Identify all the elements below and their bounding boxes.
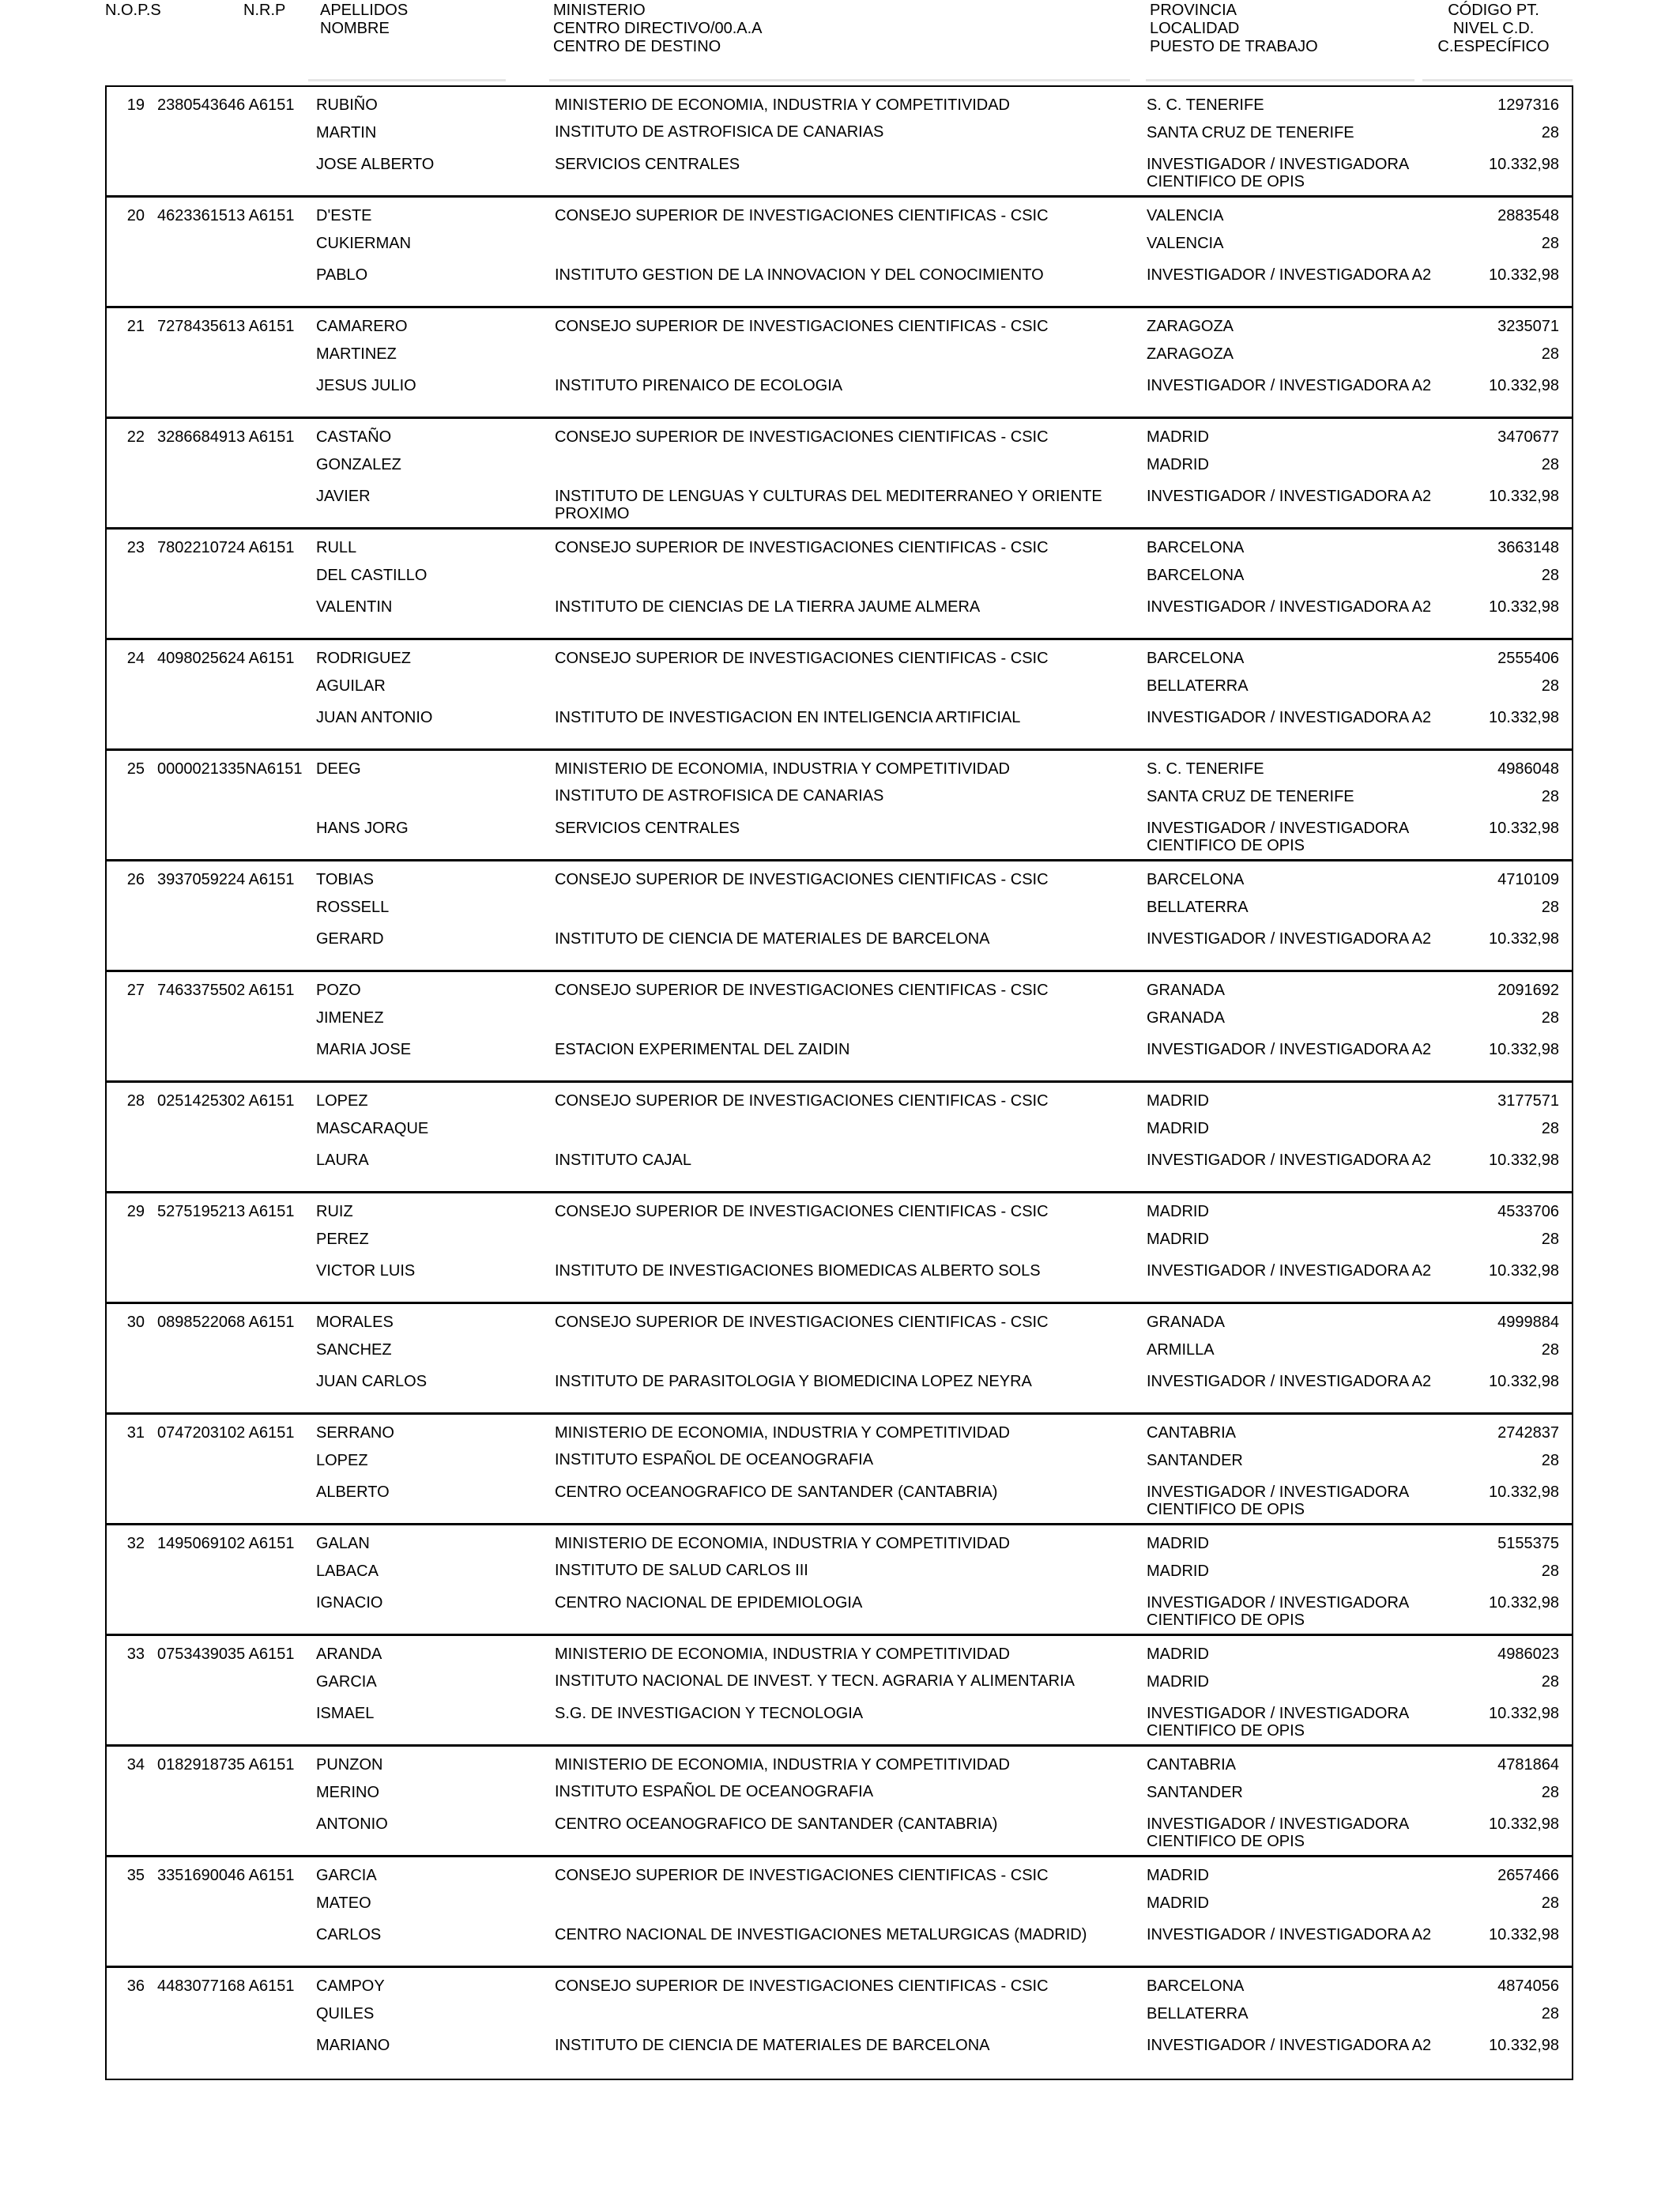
record-job-code: 3470677	[1497, 428, 1559, 446]
table-row	[107, 640, 1572, 751]
record-second-surname: JIMENEZ	[316, 1009, 384, 1027]
record-level: 28	[1541, 899, 1559, 916]
record-number: 28	[126, 1092, 145, 1110]
table-row	[107, 419, 1572, 530]
record-destination-center: INSTITUTO DE LENGUAS Y CULTURAS DEL MEDITERRANEO Y ORIENTE PROXIMO	[555, 488, 1102, 522]
record-job-code: 4710109	[1497, 871, 1559, 888]
record-number: 27	[126, 982, 145, 999]
record-nrp: 7802210724 A6151	[157, 539, 295, 556]
record-number: 25	[126, 760, 145, 778]
record-province: GRANADA	[1147, 982, 1225, 999]
record-locality: MADRID	[1147, 1120, 1209, 1137]
record-ministry: CONSEJO SUPERIOR DE INVESTIGACIONES CIENTIFICAS - CSIC	[555, 1977, 1049, 1995]
table-row	[107, 1636, 1572, 1747]
record-first-surname: MORALES	[316, 1314, 394, 1331]
table-row	[107, 972, 1572, 1083]
record-job-position: INVESTIGADOR / INVESTIGADORA CIENTIFICO DE OPIS	[1147, 820, 1409, 854]
record-number: 29	[126, 1203, 145, 1220]
record-locality: MADRID	[1147, 1673, 1209, 1691]
record-first-surname: CAMPOY	[316, 1977, 385, 1995]
record-job-position: INVESTIGADOR / INVESTIGADORA A2	[1147, 1152, 1432, 1169]
record-locality: MADRID	[1147, 1894, 1209, 1912]
record-number: 21	[126, 318, 145, 335]
record-specific-complement: 10.332,98	[1489, 1815, 1559, 1833]
record-province: ZARAGOZA	[1147, 318, 1234, 335]
header-nrp: N.R.P	[243, 2, 286, 19]
record-number: 32	[126, 1535, 145, 1552]
record-given-name: IGNACIO	[316, 1594, 383, 1612]
record-given-name: JOSE ALBERTO	[316, 156, 435, 173]
record-number: 19	[126, 96, 145, 114]
table-row	[107, 530, 1572, 640]
table-row	[107, 1857, 1572, 1968]
record-ministry: MINISTERIO DE ECONOMIA, INDUSTRIA Y COMPETITIVIDAD	[555, 96, 1010, 114]
record-nrp: 3286684913 A6151	[157, 428, 295, 446]
record-number: 20	[126, 207, 145, 224]
record-locality: SANTANDER	[1147, 1784, 1243, 1801]
header-rule-provincia	[1146, 79, 1414, 81]
record-locality: BELLATERRA	[1147, 677, 1249, 695]
record-ministry: MINISTERIO DE ECONOMIA, INDUSTRIA Y COMPETITIVIDAD	[555, 1756, 1010, 1774]
record-ministry: MINISTERIO DE ECONOMIA, INDUSTRIA Y COMPETITIVIDAD	[555, 1646, 1010, 1663]
record-given-name: JESUS JULIO	[316, 377, 416, 394]
record-given-name: CARLOS	[316, 1926, 382, 1943]
record-job-code: 4986023	[1497, 1646, 1559, 1663]
record-second-surname: LOPEZ	[316, 1452, 368, 1469]
record-first-surname: DEEG	[316, 760, 361, 778]
record-locality: MADRID	[1147, 456, 1209, 473]
record-job-position: INVESTIGADOR / INVESTIGADORA A2	[1147, 1926, 1432, 1943]
record-destination-center: CENTRO NACIONAL DE EPIDEMIOLOGIA	[555, 1594, 863, 1612]
record-number: 26	[126, 871, 145, 888]
record-second-surname: ROSSELL	[316, 899, 390, 916]
record-specific-complement: 10.332,98	[1489, 377, 1559, 394]
record-ministry: CONSEJO SUPERIOR DE INVESTIGACIONES CIENTIFICAS - CSIC	[555, 318, 1049, 335]
record-destination-center: INSTITUTO CAJAL	[555, 1152, 691, 1169]
table-row	[107, 1415, 1572, 1525]
record-locality: SANTA CRUZ DE TENERIFE	[1147, 124, 1354, 141]
record-job-code: 4874056	[1497, 1977, 1559, 1995]
record-first-surname: POZO	[316, 982, 361, 999]
record-specific-complement: 10.332,98	[1489, 1041, 1559, 1058]
record-job-code: 3235071	[1497, 318, 1559, 335]
record-level: 28	[1541, 1784, 1559, 1801]
record-second-surname: MARTIN	[316, 124, 377, 141]
record-number: 31	[126, 1424, 145, 1442]
record-given-name: MARIANO	[316, 2037, 390, 2054]
record-level: 28	[1541, 567, 1559, 584]
record-job-code: 4986048	[1497, 760, 1559, 778]
record-job-position: INVESTIGADOR / INVESTIGADORA CIENTIFICO DE OPIS	[1147, 1483, 1409, 1518]
record-province: MADRID	[1147, 1646, 1209, 1663]
record-specific-complement: 10.332,98	[1489, 2037, 1559, 2054]
record-level: 28	[1541, 456, 1559, 473]
table-row	[107, 308, 1572, 419]
record-level: 28	[1541, 677, 1559, 695]
record-second-surname: SANCHEZ	[316, 1341, 392, 1359]
record-number: 22	[126, 428, 145, 446]
record-nrp: 7278435613 A6151	[157, 318, 295, 335]
record-destination-center: INSTITUTO GESTION DE LA INNOVACION Y DEL CONOCIMIENTO	[555, 266, 1044, 284]
record-ministry: CONSEJO SUPERIOR DE INVESTIGACIONES CIENTIFICAS - CSIC	[555, 1314, 1049, 1331]
record-level: 28	[1541, 1563, 1559, 1580]
table-row	[107, 1747, 1572, 1857]
record-job-position: INVESTIGADOR / INVESTIGADORA A2	[1147, 1041, 1432, 1058]
record-specific-complement: 10.332,98	[1489, 156, 1559, 173]
record-job-code: 3663148	[1497, 539, 1559, 556]
record-ministry: CONSEJO SUPERIOR DE INVESTIGACIONES CIENTIFICAS - CSIC	[555, 871, 1049, 888]
record-ministry: CONSEJO SUPERIOR DE INVESTIGACIONES CIENTIFICAS - CSIC	[555, 539, 1049, 556]
record-job-code: 2883548	[1497, 207, 1559, 224]
record-province: MADRID	[1147, 428, 1209, 446]
record-given-name: GERARD	[316, 930, 384, 948]
record-locality: BELLATERRA	[1147, 2005, 1249, 2022]
record-second-surname: MARTINEZ	[316, 345, 397, 363]
record-province: GRANADA	[1147, 1314, 1225, 1331]
record-nrp: 1495069102 A6151	[157, 1535, 295, 1552]
record-job-position: INVESTIGADOR / INVESTIGADORA A2	[1147, 1373, 1432, 1390]
record-second-surname: QUILES	[316, 2005, 375, 2022]
record-first-surname: RULL	[316, 539, 357, 556]
record-destination-center: INSTITUTO DE INVESTIGACIONES BIOMEDICAS ALBERTO SOLS	[555, 1262, 1041, 1280]
record-first-surname: RUIZ	[316, 1203, 353, 1220]
record-province: BARCELONA	[1147, 650, 1245, 667]
record-directive-center: INSTITUTO DE ASTROFISICA DE CANARIAS	[555, 123, 884, 141]
record-job-position: INVESTIGADOR / INVESTIGADORA CIENTIFICO DE OPIS	[1147, 1594, 1409, 1629]
record-locality: SANTANDER	[1147, 1452, 1243, 1469]
record-level: 28	[1541, 1673, 1559, 1691]
record-directive-center: INSTITUTO NACIONAL DE INVEST. Y TECN. AGRARIA Y ALIMENTARIA	[555, 1672, 1075, 1690]
table-row	[107, 1304, 1572, 1415]
record-province: VALENCIA	[1147, 207, 1224, 224]
record-nrp: 4483077168 A6151	[157, 1977, 295, 1995]
record-nrp: 0182918735 A6151	[157, 1756, 295, 1774]
record-destination-center: SERVICIOS CENTRALES	[555, 820, 740, 837]
record-given-name: MARIA JOSE	[316, 1041, 412, 1058]
record-ministry: CONSEJO SUPERIOR DE INVESTIGACIONES CIENTIFICAS - CSIC	[555, 428, 1049, 446]
record-given-name: ANTONIO	[316, 1815, 388, 1833]
record-job-code: 3177571	[1497, 1092, 1559, 1110]
record-directive-center: INSTITUTO ESPAÑOL DE OCEANOGRAFIA	[555, 1783, 874, 1800]
record-destination-center: SERVICIOS CENTRALES	[555, 156, 740, 173]
record-job-position: INVESTIGADOR / INVESTIGADORA A2	[1147, 377, 1432, 394]
record-ministry: CONSEJO SUPERIOR DE INVESTIGACIONES CIENTIFICAS - CSIC	[555, 207, 1049, 224]
record-locality: ARMILLA	[1147, 1341, 1215, 1359]
header-rule-ministerio	[549, 79, 1130, 81]
header-rule-apellidos	[308, 79, 506, 81]
record-given-name: HANS JORG	[316, 820, 409, 837]
header-provincia: PROVINCIA LOCALIDAD PUESTO DE TRABAJO	[1150, 2, 1318, 55]
record-second-surname: MASCARAQUE	[316, 1120, 429, 1137]
record-job-code: 2555406	[1497, 650, 1559, 667]
table-row	[107, 87, 1572, 198]
record-nrp: 5275195213 A6151	[157, 1203, 295, 1220]
record-locality: SANTA CRUZ DE TENERIFE	[1147, 788, 1354, 805]
record-number: 36	[126, 1977, 145, 1995]
records-table	[105, 85, 1573, 2080]
record-nrp: 7463375502 A6151	[157, 982, 295, 999]
record-destination-center: CENTRO OCEANOGRAFICO DE SANTANDER (CANTABRIA)	[555, 1483, 998, 1501]
record-second-surname: AGUILAR	[316, 677, 386, 695]
record-second-surname: GONZALEZ	[316, 456, 401, 473]
record-province: BARCELONA	[1147, 871, 1245, 888]
record-locality: MADRID	[1147, 1563, 1209, 1580]
record-specific-complement: 10.332,98	[1489, 598, 1559, 616]
record-first-surname: RODRIGUEZ	[316, 650, 411, 667]
record-ministry: CONSEJO SUPERIOR DE INVESTIGACIONES CIENTIFICAS - CSIC	[555, 1092, 1049, 1110]
record-specific-complement: 10.332,98	[1489, 1373, 1559, 1390]
record-destination-center: ESTACION EXPERIMENTAL DEL ZAIDIN	[555, 1041, 850, 1058]
record-directive-center: INSTITUTO DE SALUD CARLOS III	[555, 1562, 808, 1579]
record-nrp: 0251425302 A6151	[157, 1092, 295, 1110]
record-locality: BELLATERRA	[1147, 899, 1249, 916]
header-apellidos: APELLIDOS NOMBRE	[320, 2, 409, 37]
record-first-surname: GARCIA	[316, 1867, 377, 1884]
record-number: 24	[126, 650, 145, 667]
record-province: MADRID	[1147, 1203, 1209, 1220]
record-specific-complement: 10.332,98	[1489, 1152, 1559, 1169]
record-locality: BARCELONA	[1147, 567, 1245, 584]
table-row	[107, 1083, 1572, 1193]
record-given-name: VICTOR LUIS	[316, 1262, 416, 1280]
record-level: 28	[1541, 124, 1559, 141]
record-job-position: INVESTIGADOR / INVESTIGADORA A2	[1147, 488, 1432, 505]
record-given-name: LAURA	[316, 1152, 369, 1169]
record-first-surname: SERRANO	[316, 1424, 394, 1442]
record-job-position: INVESTIGADOR / INVESTIGADORA A2	[1147, 266, 1432, 284]
record-province: S. C. TENERIFE	[1147, 760, 1264, 778]
record-destination-center: INSTITUTO DE CIENCIA DE MATERIALES DE BARCELONA	[555, 930, 990, 948]
record-job-position: INVESTIGADOR / INVESTIGADORA A2	[1147, 1262, 1432, 1280]
record-locality: VALENCIA	[1147, 235, 1224, 252]
record-specific-complement: 10.332,98	[1489, 488, 1559, 505]
record-province: MADRID	[1147, 1092, 1209, 1110]
record-destination-center: S.G. DE INVESTIGACION Y TECNOLOGIA	[555, 1705, 864, 1722]
record-ministry: CONSEJO SUPERIOR DE INVESTIGACIONES CIENTIFICAS - CSIC	[555, 1203, 1049, 1220]
record-province: CANTABRIA	[1147, 1756, 1236, 1774]
record-second-surname: DEL CASTILLO	[316, 567, 428, 584]
header-nops: N.O.P.S	[105, 2, 161, 19]
record-province: MADRID	[1147, 1867, 1209, 1884]
record-job-position: INVESTIGADOR / INVESTIGADORA CIENTIFICO DE OPIS	[1147, 156, 1409, 190]
record-job-code: 2091692	[1497, 982, 1559, 999]
record-ministry: CONSEJO SUPERIOR DE INVESTIGACIONES CIENTIFICAS - CSIC	[555, 1867, 1049, 1884]
record-job-code: 4781864	[1497, 1756, 1559, 1774]
record-number: 34	[126, 1756, 145, 1774]
record-nrp: 0000021335NA6151	[157, 760, 303, 778]
record-number: 35	[126, 1867, 145, 1884]
record-level: 28	[1541, 2005, 1559, 2022]
record-province: S. C. TENERIFE	[1147, 96, 1264, 114]
record-destination-center: CENTRO OCEANOGRAFICO DE SANTANDER (CANTABRIA)	[555, 1815, 998, 1833]
record-number: 30	[126, 1314, 145, 1331]
record-first-surname: CASTAÑO	[316, 428, 392, 446]
record-province: BARCELONA	[1147, 539, 1245, 556]
record-first-surname: GALAN	[316, 1535, 370, 1552]
record-locality: MADRID	[1147, 1231, 1209, 1248]
record-ministry: MINISTERIO DE ECONOMIA, INDUSTRIA Y COMPETITIVIDAD	[555, 760, 1010, 778]
record-level: 28	[1541, 788, 1559, 805]
record-ministry: CONSEJO SUPERIOR DE INVESTIGACIONES CIENTIFICAS - CSIC	[555, 982, 1049, 999]
record-specific-complement: 10.332,98	[1489, 1483, 1559, 1501]
record-destination-center: INSTITUTO PIRENAICO DE ECOLOGIA	[555, 377, 843, 394]
table-row	[107, 198, 1572, 308]
record-nrp: 4098025624 A6151	[157, 650, 295, 667]
record-specific-complement: 10.332,98	[1489, 820, 1559, 837]
record-first-surname: RUBIÑO	[316, 96, 378, 114]
record-job-code: 5155375	[1497, 1535, 1559, 1552]
record-number: 23	[126, 539, 145, 556]
record-destination-center: INSTITUTO DE INVESTIGACION EN INTELIGENCIA ARTIFICIAL	[555, 709, 1021, 726]
record-destination-center: INSTITUTO DE PARASITOLOGIA Y BIOMEDICINA LOPEZ NEYRA	[555, 1373, 1032, 1390]
record-ministry: CONSEJO SUPERIOR DE INVESTIGACIONES CIENTIFICAS - CSIC	[555, 650, 1049, 667]
record-level: 28	[1541, 1341, 1559, 1359]
record-level: 28	[1541, 1009, 1559, 1027]
record-second-surname: GARCIA	[316, 1673, 377, 1691]
record-job-code: 4533706	[1497, 1203, 1559, 1220]
record-first-surname: LOPEZ	[316, 1092, 368, 1110]
record-specific-complement: 10.332,98	[1489, 709, 1559, 726]
record-directive-center: INSTITUTO DE ASTROFISICA DE CANARIAS	[555, 787, 884, 805]
record-first-surname: TOBIAS	[316, 871, 374, 888]
record-level: 28	[1541, 1452, 1559, 1469]
record-given-name: PABLO	[316, 266, 368, 284]
record-directive-center: INSTITUTO ESPAÑOL DE OCEANOGRAFIA	[555, 1451, 874, 1468]
record-level: 28	[1541, 1231, 1559, 1248]
record-destination-center: INSTITUTO DE CIENCIAS DE LA TIERRA JAUME ALMERA	[555, 598, 981, 616]
record-given-name: VALENTIN	[316, 598, 393, 616]
record-locality: ZARAGOZA	[1147, 345, 1234, 363]
record-nrp: 0753439035 A6151	[157, 1646, 295, 1663]
record-level: 28	[1541, 1120, 1559, 1137]
record-job-position: INVESTIGADOR / INVESTIGADORA A2	[1147, 930, 1432, 948]
record-destination-center: CENTRO NACIONAL DE INVESTIGACIONES METALURGICAS (MADRID)	[555, 1926, 1087, 1943]
header-ministerio: MINISTERIO CENTRO DIRECTIVO/00.A.A CENTRO DE DESTINO	[553, 2, 763, 55]
table-row	[107, 1968, 1572, 2079]
record-specific-complement: 10.332,98	[1489, 1705, 1559, 1722]
record-specific-complement: 10.332,98	[1489, 1594, 1559, 1612]
record-given-name: JAVIER	[316, 488, 371, 505]
record-ministry: MINISTERIO DE ECONOMIA, INDUSTRIA Y COMPETITIVIDAD	[555, 1535, 1010, 1552]
record-job-code: 1297316	[1497, 96, 1559, 114]
record-job-position: INVESTIGADOR / INVESTIGADORA A2	[1147, 2037, 1432, 2054]
record-destination-center: INSTITUTO DE CIENCIA DE MATERIALES DE BARCELONA	[555, 2037, 990, 2054]
record-locality: GRANADA	[1147, 1009, 1225, 1027]
record-nrp: 3351690046 A6151	[157, 1867, 295, 1884]
record-ministry: MINISTERIO DE ECONOMIA, INDUSTRIA Y COMPETITIVIDAD	[555, 1424, 1010, 1442]
record-first-surname: CAMARERO	[316, 318, 408, 335]
record-province: CANTABRIA	[1147, 1424, 1236, 1442]
record-given-name: ISMAEL	[316, 1705, 375, 1722]
record-specific-complement: 10.332,98	[1489, 930, 1559, 948]
table-row	[107, 861, 1572, 972]
record-specific-complement: 10.332,98	[1489, 266, 1559, 284]
record-level: 28	[1541, 1894, 1559, 1912]
record-job-code: 2657466	[1497, 1867, 1559, 1884]
record-specific-complement: 10.332,98	[1489, 1926, 1559, 1943]
record-job-code: 4999884	[1497, 1314, 1559, 1331]
record-given-name: JUAN ANTONIO	[316, 709, 433, 726]
record-second-surname: LABACA	[316, 1563, 379, 1580]
header-rule-codigo	[1422, 79, 1573, 81]
record-province: MADRID	[1147, 1535, 1209, 1552]
record-job-position: INVESTIGADOR / INVESTIGADORA A2	[1147, 709, 1432, 726]
record-job-position: INVESTIGADOR / INVESTIGADORA CIENTIFICO DE OPIS	[1147, 1705, 1409, 1740]
record-nrp: 0747203102 A6151	[157, 1424, 295, 1442]
record-number: 33	[126, 1646, 145, 1663]
record-first-surname: ARANDA	[316, 1646, 382, 1663]
record-province: BARCELONA	[1147, 1977, 1245, 1995]
record-second-surname: PEREZ	[316, 1231, 369, 1248]
record-first-surname: D'ESTE	[316, 207, 372, 224]
record-second-surname: MATEO	[316, 1894, 371, 1912]
record-nrp: 4623361513 A6151	[157, 207, 295, 224]
record-level: 28	[1541, 235, 1559, 252]
record-job-code: 2742837	[1497, 1424, 1559, 1442]
record-second-surname: CUKIERMAN	[316, 235, 412, 252]
header-codigo: CÓDIGO PT. NIVEL C.D. C.ESPECÍFICO	[1437, 2, 1550, 55]
table-row	[107, 751, 1572, 861]
record-specific-complement: 10.332,98	[1489, 1262, 1559, 1280]
record-second-surname: MERINO	[316, 1784, 379, 1801]
table-row	[107, 1193, 1572, 1304]
record-first-surname: PUNZON	[316, 1756, 383, 1774]
record-given-name: ALBERTO	[316, 1483, 390, 1501]
record-given-name: JUAN CARLOS	[316, 1373, 428, 1390]
record-job-position: INVESTIGADOR / INVESTIGADORA CIENTIFICO DE OPIS	[1147, 1815, 1409, 1850]
record-nrp: 2380543646 A6151	[157, 96, 295, 114]
record-nrp: 3937059224 A6151	[157, 871, 295, 888]
record-nrp: 0898522068 A6151	[157, 1314, 295, 1331]
record-level: 28	[1541, 345, 1559, 363]
table-row	[107, 1525, 1572, 1636]
record-job-position: INVESTIGADOR / INVESTIGADORA A2	[1147, 598, 1432, 616]
